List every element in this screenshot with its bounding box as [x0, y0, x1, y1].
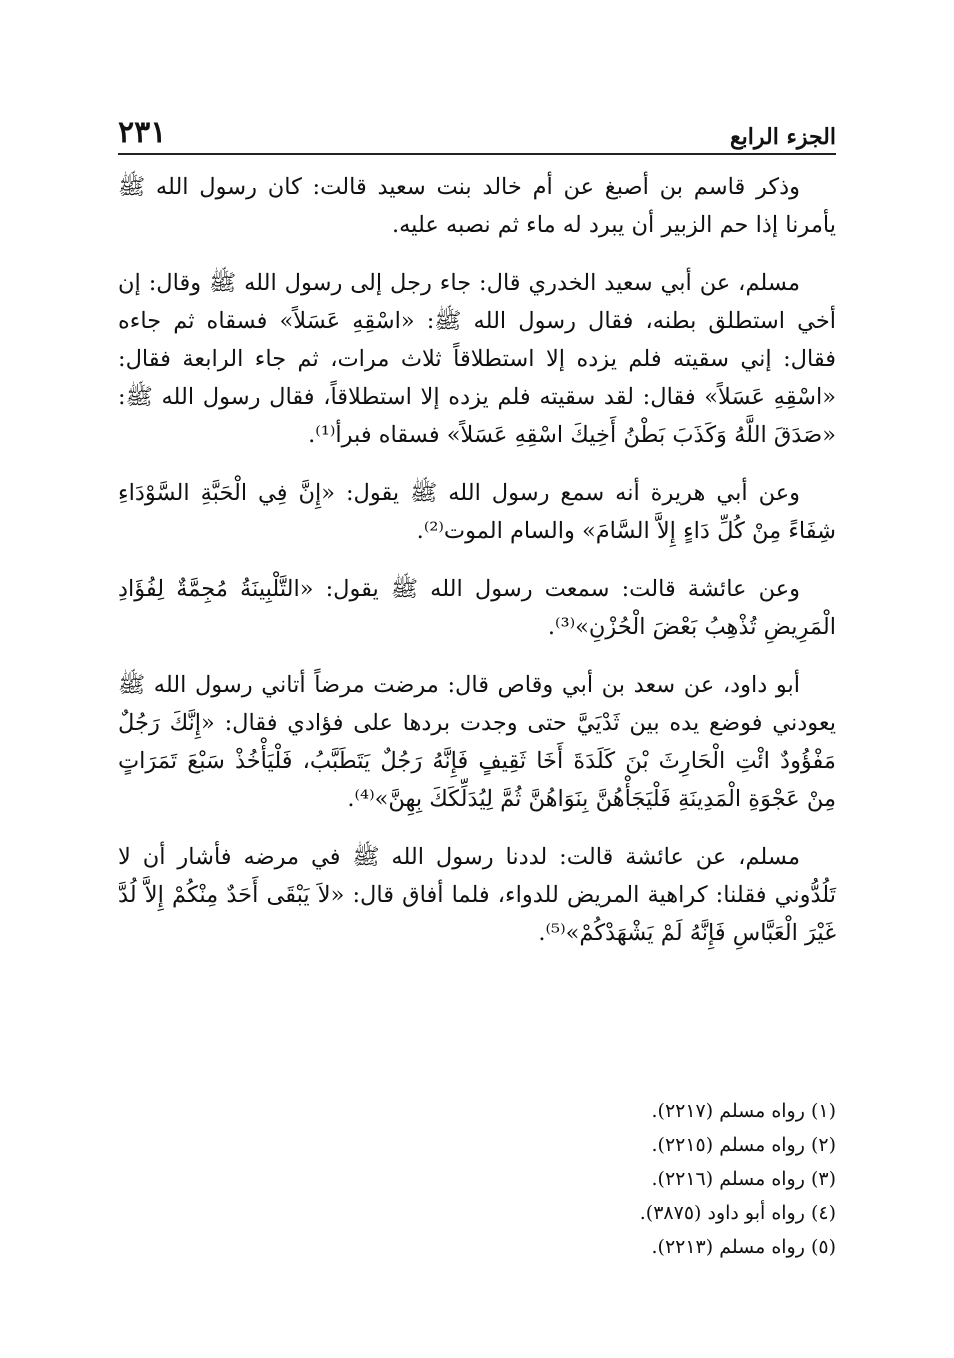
footnote: (١) رواه مسلم (٢٢١٧).: [651, 1100, 836, 1122]
footnote: (٤) رواه أبو داود (٣٨٧٥).: [639, 1202, 836, 1224]
paragraph: مسلم، عن عائشة قالت: لددنا رسول الله ﷺ في مرضه فأشار أن لا تَلُدُّوني فقلنا: كراهية المريض للدواء، فلما أفاق قال: «لاَ يَبْقَى أَحَدٌ مِنْكُمْ إِلاَّ لُدَّ غَيْرَ الْعَبَّاسِ فَإِنَّهُ لَمْ يَشْهَدْكُمْ»⁽⁵⁾.: [118, 844, 836, 946]
paragraph: وعن أبي هريرة أنه سمع رسول الله ﷺ يقول: «إِنَّ فِي الْحَبَّةِ السَّوْدَاءِ شِفَاءً مِنْ كُلِّ دَاءٍ إِلاَّ السَّامَ» والسام الموت⁽²⁾.: [118, 480, 836, 544]
footnote: (٢) رواه مسلم (٢٢١٥).: [651, 1134, 836, 1156]
footnotes: [118, 1094, 836, 1264]
page-header: [118, 108, 836, 150]
header-rule: [118, 153, 836, 155]
running-head: الجزء الرابع: [729, 124, 836, 150]
main-text: [118, 168, 836, 972]
paragraph: وذكر قاسم بن أصبغ عن أم خالد بنت سعيد قالت: كان رسول الله ﷺ يأمرنا إذا حم الزبير أن يبرد له ماء ثم نصبه عليه.: [118, 174, 836, 238]
footnote: (٣) رواه مسلم (٢٢١٦).: [651, 1168, 836, 1190]
paragraph: أبو داود، عن سعد بن أبي وقاص قال: مرضت مرضاً أتاني رسول الله ﷺ يعودني فوضع يده بين ثَدْيَيَّ حتى وجدت بردها على فؤادي فقال: «إِنَّكَ رَجُلٌ مَفْؤُودٌ ائْتِ الْحَارِثَ بْنَ كَلَدَةَ أَخَا ثَقِيفٍ فَإِنَّهُ رَجُلٌ يَتَطَبَّبُ، فَلْيَأْخُذْ سَبْعَ تَمَرَاتٍ مِنْ عَجْوَةِ الْمَدِينَةِ فَلْيَجَأْهُنَّ بِنَوَاهُنَّ ثُمَّ لِيُدَلِّكَكَ بِهِنَّ»⁽⁴⁾.: [118, 672, 836, 812]
footnote: (٥) رواه مسلم (٢٢١٣).: [651, 1236, 836, 1258]
page-number: ٢٣١: [118, 115, 167, 150]
paragraph: وعن عائشة قالت: سمعت رسول الله ﷺ يقول: «التَّلْبِينَةُ مُجِمَّةٌ لِفُؤَادِ الْمَرِيضِ تُذْهِبُ بَعْضَ الْحُزْنِ»⁽³⁾.: [118, 576, 836, 640]
paragraph: مسلم، عن أبي سعيد الخدري قال: جاء رجل إلى رسول الله ﷺ وقال: إن أخي استطلق بطنه، فقال رسول الله ﷺ: «اسْقِهِ عَسَلاً» فسقاه ثم جاءه فقال: إني سقيته فلم يزده إلا استطلاقاً ثلاث مرات، ثم جاء الرابعة فقال: «اسْقِهِ عَسَلاً» فقال: لقد سقيته فلم يزده إلا استطلاقاً، فقال رسول الله ﷺ: «صَدَقَ اللَّهُ وَكَذَبَ بَطْنُ أَخِيكَ اسْقِهِ عَسَلاً» فسقاه فبرأ⁽¹⁾.: [118, 270, 836, 448]
